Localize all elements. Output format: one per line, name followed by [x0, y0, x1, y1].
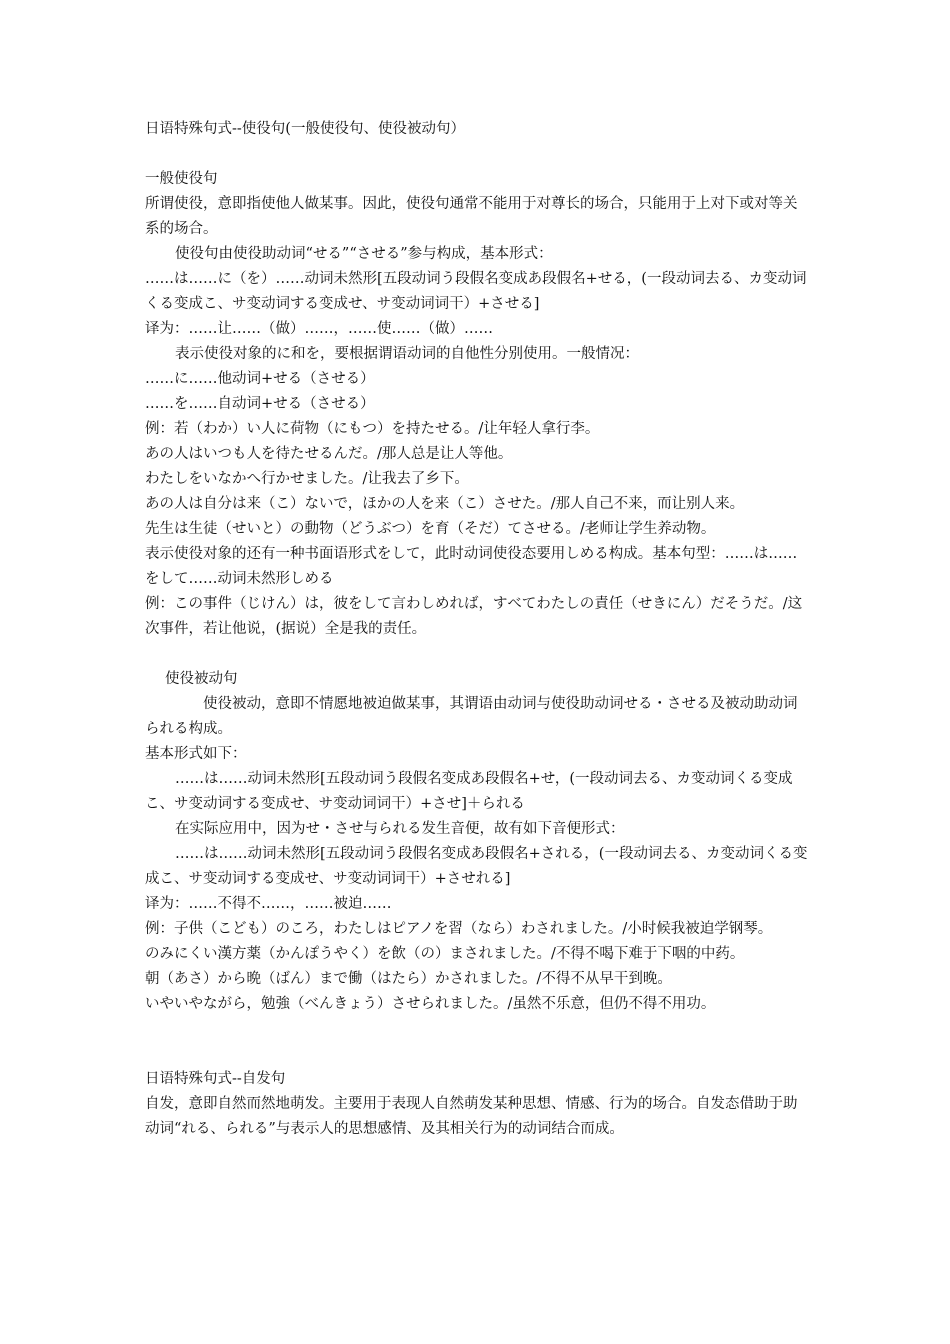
- example-line: 先生は生徒（せいと）の動物（どうぶつ）を育（そだ）てさせる。/老师让学生养动物。: [145, 521, 716, 537]
- document-body: [145, 117, 810, 1142]
- title-spontaneous: 日语特殊句式--自发句: [145, 1071, 286, 1087]
- example-line: いやいやながら，勉強（べんきょう）させられました。/虽然不乐意，但仍不得不用功。: [145, 996, 716, 1012]
- heading-causative-passive: 使役被动句: [165, 671, 238, 687]
- example-line: 例：子供（こども）のころ，わたしはピアノを習（なら）わされました。/小时候我被迫学钢琴。: [145, 921, 773, 937]
- paragraph-basic-form-label: 基本形式如下：: [145, 746, 247, 762]
- blank-line: [145, 642, 810, 667]
- example-line: わたしをいなかへ行かせました。/让我去了乡下。: [145, 471, 469, 487]
- paragraph-causative-passive-definition: 使役被动，意即不情愿地被迫做某事，其谓语由动词与使役助动词せる・させる及被动助动词られる构成。: [145, 696, 798, 737]
- title-causative: 日语特殊句式--使役句(一般使役句、使役被动句）: [145, 121, 465, 137]
- paragraph-intransitive: ……を……自动词+せる（させる）: [145, 396, 375, 412]
- heading-general-causative: 一般使役句: [145, 171, 218, 187]
- example-line: 朝（あさ）から晩（ばん）まで働（はたら）かされました。/不得不从早干到晚。: [145, 971, 672, 987]
- example-line: 例：この事件（じけん）は，彼をして言わしめれば，すべてわたしの責任（せきにん）だそうだ。/这次事件，若让他说，(据说）全是我的责任。: [145, 596, 803, 637]
- blank-line: [145, 1042, 810, 1067]
- paragraph-transitive: ……に……他动词+せる（させる）: [145, 371, 375, 387]
- paragraph-basic-form: ……は……に（を）……动词未然形[五段动词う段假名变成あ段假名+せる，(一段动词去る、カ变动词くる变成こ、サ变动词する变成せ、サ变动词词干）+させる]: [145, 271, 807, 312]
- paragraph-object-marking: 表示使役对象的に和を，要根据谓语动词的自他性分别使用。一般情况：: [175, 346, 639, 362]
- paragraph-euphony: 在实际应用中，因为せ・させ与られる发生音便，故有如下音便形式：: [175, 821, 625, 837]
- paragraph-written-form: 表示使役对象的还有一种书面语形式をして，此时动词使役态要用しめる构成。基本句型：……は……をして……动词未然形しめる: [145, 546, 798, 587]
- example-line: あの人はいつも人を待たせるんだ。/那人总是让人等他。: [145, 446, 513, 462]
- paragraph-euphony-form: ……は……动词未然形[五段动词う段假名变成あ段假名+される，(一段动词去る、カ变动词くる变成こ、サ变动词する变成せ、サ变动词词干）+させれる]: [145, 846, 808, 887]
- example-line: 例：若（わか）い人に荷物（にもつ）を持たせる。/让年轻人拿行李。: [145, 421, 600, 437]
- example-line: のみにくい漢方薬（かんぽうやく）を飲（の）まされました。/不得不喝下难于下咽的中药。: [145, 946, 745, 962]
- paragraph-formation: 使役句由使役助动词“せる”“させる”参与构成，基本形式：: [175, 246, 553, 262]
- blank-line: [145, 142, 810, 167]
- paragraph-translation: 译为：……让……（做）……，……使……（做）……: [145, 321, 493, 337]
- blank-line: [145, 1017, 810, 1042]
- paragraph-translation: 译为：……不得不……，……被迫……: [145, 896, 392, 912]
- example-line: あの人は自分は来（こ）ないで，ほかの人を来（こ）させた。/那人自己不来，而让别人来。: [145, 496, 745, 512]
- paragraph-definition: 所谓使役，意即指使他人做某事。因此，使役句通常不能用于对尊长的场合，只能用于上对下或对等关系的场合。: [145, 196, 798, 237]
- paragraph-spontaneous-definition: 自发，意即自然而然地萌发。主要用于表现人自然萌发某种思想、情感、行为的场合。自发态借助于助动词“れる、られる”与表示人的思想感情、及其相关行为的动词结合而成。: [145, 1096, 798, 1137]
- paragraph-basic-form: ……は……动词未然形[五段动词う段假名变成あ段假名+せ，(一段动词去る、カ变动词くる变成こ、サ变动词する变成せ、サ变动词词干）+させ]＋られる: [145, 771, 793, 812]
